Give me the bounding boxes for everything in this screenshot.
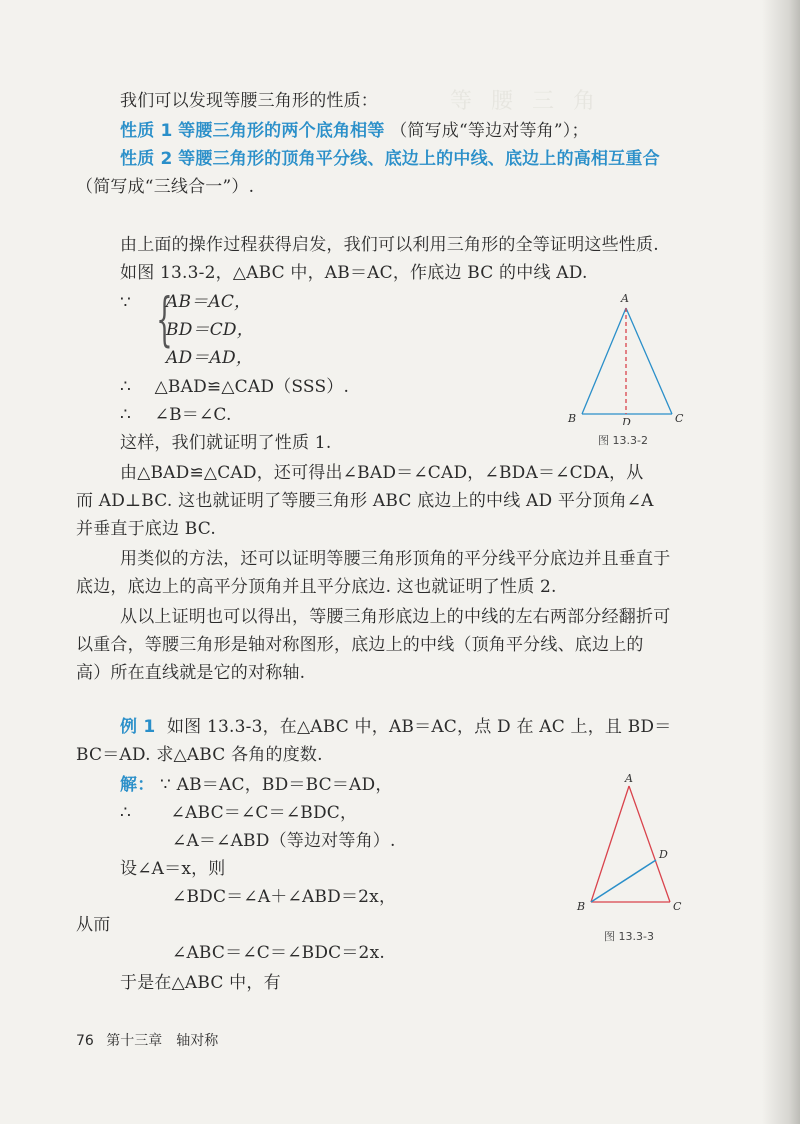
vertex-A-label: A: [625, 772, 633, 785]
solution-step-2: ∠A＝∠ABD（等边对等角）.: [172, 831, 396, 851]
property-1-statement: 等腰三角形的两个底角相等: [178, 121, 385, 141]
side-AB: [582, 308, 626, 414]
intro-line: 我们可以发现等腰三角形的性质：: [120, 91, 378, 111]
example-1-label: 例 1: [120, 717, 156, 737]
para-2-line-2: 底边，底边上的高平分顶角并且平分底边. 这也就证明了性质 2.: [76, 577, 557, 597]
page-footer: [76, 1030, 218, 1050]
para-3-line-3: 高）所在直线就是它的对称轴.: [76, 663, 306, 683]
solution-given: ∵ AB＝AC，BD＝BC＝AD，: [160, 775, 393, 795]
angle-result: ∠B＝∠C.: [154, 405, 232, 425]
vertex-D-label: D: [622, 416, 631, 425]
property-1: [120, 120, 589, 142]
vertex-D-label: D: [659, 848, 668, 861]
therefore-symbol: ∴: [120, 377, 132, 397]
vertex-C-label: C: [675, 412, 684, 425]
because-symbol: ∵: [120, 293, 132, 313]
vertex-A-label: A: [621, 292, 629, 305]
property-2-note: （简写成“三线合一”）.: [76, 177, 255, 197]
para-1-line-3: 并垂直于底边 BC.: [76, 519, 217, 539]
condition-3: AD＝AD，: [166, 348, 254, 368]
proof-setup: 如图 13.3-2，△ABC 中，AB＝AC，作底边 BC 的中线 AD.: [120, 263, 588, 283]
para-1-line-1: 由△BAD≌△CAD，还可得出∠BAD＝∠CAD，∠BDA＝∠CDA，从: [120, 463, 644, 483]
chapter-title: 第十三章 轴对称: [106, 1033, 219, 1049]
side-AC: [629, 786, 670, 902]
page-edge-shadow: [762, 0, 800, 1124]
condition-1: AB＝AC，: [166, 292, 252, 312]
side-AC: [626, 308, 672, 414]
property-2-statement: 等腰三角形的顶角平分线、底边上的中线、底边上的高相互重合: [178, 149, 660, 169]
figure-13-3-2-caption: 图 13.3-2: [598, 434, 648, 447]
example-1-line-1: [120, 716, 671, 738]
solution-line-2: [120, 802, 357, 824]
figure-13-3-3-caption: 图 13.3-3: [604, 930, 654, 943]
therefore-2: [120, 404, 232, 426]
system-brace: {: [156, 285, 173, 353]
para-1-line-2: 而 AD⊥BC. 这也就证明了等腰三角形 ABC 底边上的中线 AD 平分顶角∠A: [76, 491, 654, 511]
vertex-C-label: C: [673, 900, 682, 913]
solution-thus: 从而: [76, 915, 111, 935]
side-AB: [591, 786, 629, 902]
figure-13-3-2: [560, 290, 690, 425]
bleed-through-text: 等 腰 三 角: [450, 89, 601, 114]
example-1-problem: 如图 13.3-3，在△ABC 中，AB＝AC，点 D 在 AC 上，且 BD＝: [166, 717, 672, 737]
congruence-result: △BAD≌△CAD（SSS）.: [154, 377, 350, 397]
para-3-line-2: 以重合，等腰三角形是轴对称图形，底边上的中线（顶角平分线、底边上的: [76, 635, 644, 655]
property-1-label: 性质 1: [120, 121, 173, 141]
property-2: [120, 148, 660, 170]
property-2-label: 性质 2: [120, 149, 173, 169]
property-1-note: （简写成“等边对等角”）；: [390, 121, 589, 141]
proof-intro: 由上面的操作过程获得启发，我们可以利用三角形的全等证明这些性质.: [120, 235, 659, 255]
para-2-line-1: 用类似的方法，还可以证明等腰三角形顶角的平分线平分底边并且垂直于: [120, 549, 671, 569]
para-3-line-1: 从以上证明也可以得出，等腰三角形底边上的中线的左右两部分经翻折可: [120, 607, 671, 627]
solution-step-1: ∠ABC＝∠C＝∠BDC，: [170, 803, 358, 823]
vertex-B-label: B: [577, 900, 586, 913]
solution-step-3: ∠BDC＝∠A＋∠ABD＝2x，: [172, 887, 397, 907]
example-1-line-2: BC＝AD. 求△ABC 各角的度数.: [76, 745, 323, 765]
vertex-B-label: B: [568, 412, 577, 425]
solution-line-1: [120, 774, 393, 796]
solution-then: 于是在△ABC 中，有: [120, 973, 281, 993]
solution-step-4: ∠ABC＝∠C＝∠BDC＝2x.: [172, 943, 385, 963]
segment-BD: [591, 860, 656, 902]
condition-2: BD＝CD，: [166, 320, 254, 340]
therefore-1: [120, 376, 349, 398]
solution-therefore-symbol: ∴: [120, 803, 132, 823]
solution-label: 解：: [120, 775, 155, 795]
page-number: 76: [76, 1033, 94, 1049]
solution-let: 设∠A＝x，则: [120, 859, 226, 879]
therefore-symbol-2: ∴: [120, 405, 132, 425]
proved-line: 这样，我们就证明了性质 1.: [120, 433, 332, 453]
figure-13-3-3: [565, 772, 695, 922]
